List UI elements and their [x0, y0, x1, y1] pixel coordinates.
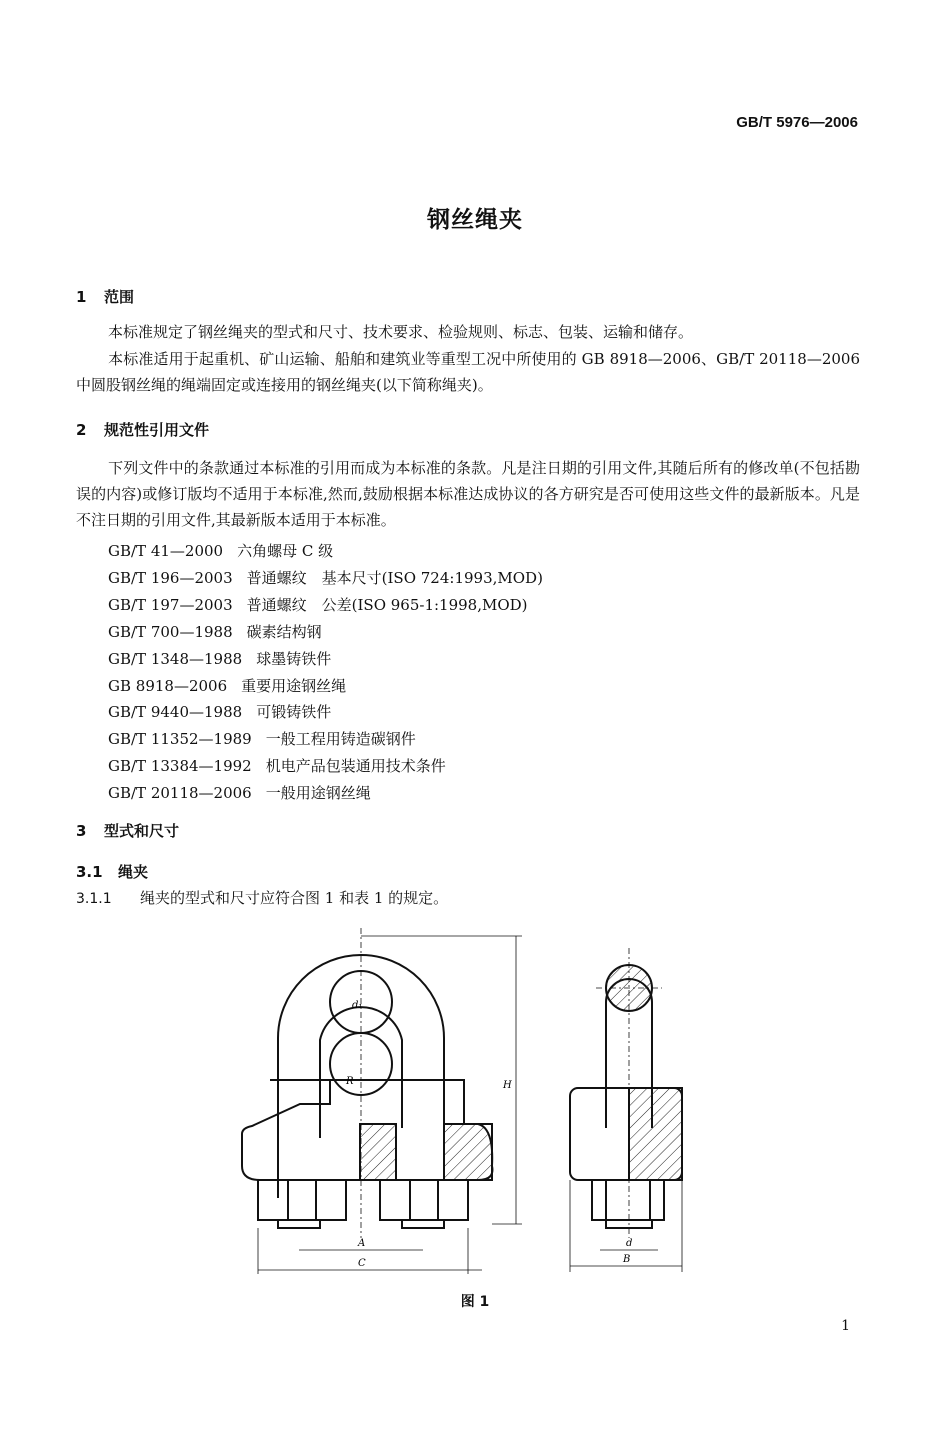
paragraph-text: 本标准规定了钢丝绳夹的型式和尺寸、技术要求、检验规则、标志、包装、运输和储存。 [108, 323, 694, 341]
wire-rope-clip-drawing [230, 928, 700, 1284]
section-number: 1 [76, 288, 87, 306]
clause-text: 绳夹的型式和尺寸应符合图 1 和表 1 的规定。 [140, 889, 449, 907]
document-title: 钢丝绳夹 [427, 207, 523, 233]
section-number: 3 [76, 822, 87, 840]
reference-item [108, 728, 416, 749]
reference-code: GB/T 11352—1989 [108, 730, 252, 748]
standard-code: GB/T 5976—2006 [736, 114, 858, 131]
paragraph-text: 本标准适用于起重机、矿山运输、船舶和建筑业等重型工况中所使用的 GB 8918—2006、GB/T 20118—2006中圆股钢丝绳的绳端固定或连接用的钢丝绳夹(以下简称绳夹)。 [76, 350, 860, 394]
section-title: 规范性引用文件 [104, 421, 210, 439]
reference-name: 球墨铸铁件 [256, 650, 332, 668]
reference-name: 碳素结构钢 [246, 623, 322, 641]
section-title: 绳夹 [118, 863, 149, 881]
reference-item [108, 540, 333, 561]
reference-item [108, 755, 446, 776]
label-d1: d₁ [352, 1000, 363, 1011]
section-2-heading [76, 419, 209, 440]
nut-left [258, 1180, 346, 1220]
reference-item [108, 594, 528, 615]
reference-item [108, 675, 346, 696]
reference-code: GB/T 700—1988 [108, 623, 233, 641]
label-c: C [358, 1258, 366, 1269]
saddle-section-left [360, 1124, 396, 1180]
section-1-heading [76, 286, 134, 307]
reference-item [108, 648, 331, 669]
section-title: 范围 [104, 288, 135, 306]
section-number: 3.1 [76, 863, 103, 881]
figure-1 [230, 928, 700, 1284]
reference-code: GB/T 41—2000 [108, 542, 224, 560]
figure-caption: 图 1 [460, 1294, 490, 1310]
reference-code: GB/T 197—2003 [108, 596, 233, 614]
nut-right [380, 1180, 468, 1220]
section-2-paragraph-1 [76, 455, 860, 533]
label-h: H [503, 1080, 512, 1091]
reference-code: GB 8918—2006 [108, 677, 228, 695]
page-number: 1 [841, 1318, 850, 1334]
section-1-paragraph-1 [76, 319, 860, 345]
reference-code: GB/T 9440—1988 [108, 703, 243, 721]
section-title: 型式和尺寸 [104, 822, 180, 840]
side-nut [592, 1180, 664, 1220]
reference-code: GB/T 13384—1992 [108, 757, 252, 775]
reference-code: GB/T 20118—2006 [108, 784, 252, 802]
reference-name: 普通螺纹 基本尺寸(ISO 724:1993,MOD) [246, 569, 543, 587]
section-3-heading [76, 820, 179, 841]
section-1-paragraph-2 [76, 346, 860, 398]
section-number: 2 [76, 421, 87, 439]
reference-item [108, 701, 331, 722]
reference-name: 普通螺纹 公差(ISO 965-1:1998,MOD) [246, 596, 528, 614]
label-a: A [358, 1238, 366, 1249]
clause-number: 3.1.1 [76, 891, 112, 907]
paragraph-text: 下列文件中的条款通过本标准的引用而成为本标准的条款。凡是注日期的引用文件,其随后所有的修改单(不包括勘误的内容)或修订版均不适用于本标准,然而,鼓励根据本标准达成协议的各方研究是否可使用这些文件的最新版本。凡是不注日期的引用文件,其最新版本适用于本标准。 [76, 459, 860, 529]
reference-name: 机电产品包装通用技术条件 [265, 757, 446, 775]
label-d: d [626, 1238, 633, 1249]
saddle-section-right [444, 1124, 492, 1180]
side-saddle-section [629, 1088, 682, 1180]
label-b: B [623, 1254, 631, 1265]
clause-3-1-1 [76, 887, 448, 908]
reference-name: 六角螺母 C 级 [237, 542, 334, 560]
reference-name: 一般用途钢丝绳 [265, 784, 371, 802]
label-r: R [346, 1076, 354, 1087]
reference-code: GB/T 1348—1988 [108, 650, 243, 668]
reference-item [108, 782, 371, 803]
reference-name: 重要用途钢丝绳 [241, 677, 347, 695]
reference-item [108, 621, 322, 642]
reference-item [108, 567, 543, 588]
reference-name: 可锻铸铁件 [256, 703, 332, 721]
reference-name: 一般工程用铸造碳钢件 [265, 730, 416, 748]
section-3-1-heading [76, 861, 148, 882]
reference-code: GB/T 196—2003 [108, 569, 233, 587]
